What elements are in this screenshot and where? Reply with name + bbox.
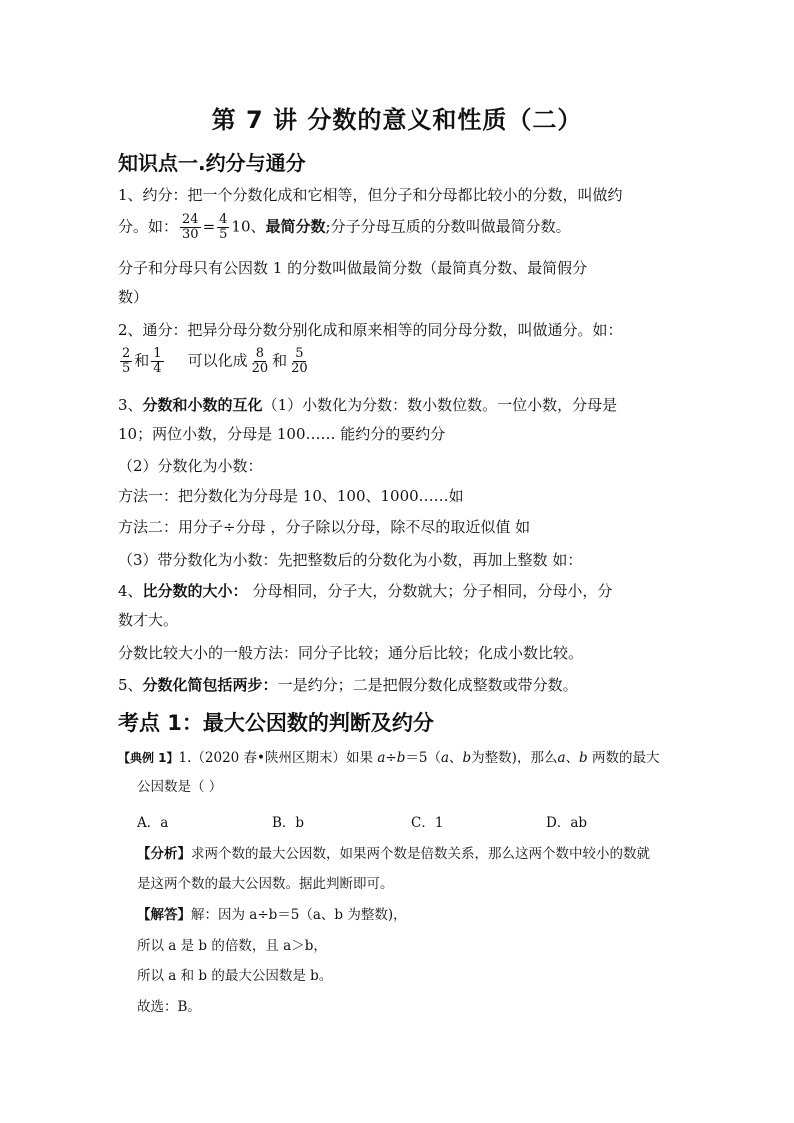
answer-line-1 bbox=[137, 906, 407, 924]
para-method-2: 方法二：用分子÷分母 ，分子除以分母，除不尽的取近似值 如 bbox=[118, 518, 531, 536]
denominator: 20 bbox=[291, 361, 308, 376]
text: 可以化成 bbox=[187, 351, 248, 370]
text: 和 bbox=[272, 351, 288, 370]
denominator: 30 bbox=[182, 227, 199, 242]
para-simplest-2: 数） bbox=[118, 288, 149, 306]
text: 1.（2020 春•陕州区期末）如果 bbox=[178, 750, 378, 766]
para-simplest-1: 分子和分母只有公因数 1 的分数叫做最简分数（最简真分数、最简假分 bbox=[118, 259, 588, 277]
analysis-tag: 【分析】 bbox=[137, 846, 191, 862]
var-b: b bbox=[396, 750, 406, 766]
example-tag: 【典例 1】 bbox=[118, 751, 179, 765]
example-question-line-1 bbox=[118, 749, 659, 767]
fraction-4-5 bbox=[217, 213, 229, 242]
text: 为整数)，那么 bbox=[471, 750, 558, 766]
answer-line-3: 所以 a 和 b 的最大公因数是 b。 bbox=[137, 968, 333, 984]
text: 3、 bbox=[118, 396, 143, 414]
text: 、 bbox=[565, 750, 580, 766]
lesson-title: 第 7 讲 分数的意义和性质（二） bbox=[211, 106, 583, 134]
text: 和 bbox=[134, 351, 150, 370]
para-conversion-2: 10；两位小数，分母是 100…… 能约分的要约分 bbox=[118, 425, 446, 443]
para-simplify bbox=[118, 675, 578, 695]
para-common-denominator: 2、通分：把异分母分数分别化成和原来相等的同分母分数，叫做通分。如： bbox=[118, 321, 623, 339]
numerator: 4 bbox=[219, 212, 228, 227]
text: （1）小数化为分数：数小数位数。一位小数，分母是 bbox=[262, 396, 618, 414]
answer-line-4: 故选：B。 bbox=[137, 999, 201, 1015]
var-a: a bbox=[557, 750, 566, 766]
section-heading-exam-point: 考点 1：最大公因数的判断及约分 bbox=[118, 711, 434, 735]
text: 两数的最大 bbox=[587, 750, 660, 766]
section-heading-knowledge: 知识点一.约分与通分 bbox=[118, 151, 306, 175]
choice-a: A．a bbox=[137, 815, 169, 831]
text: 解：因为 a÷b＝5（a、b 为整数)， bbox=[191, 907, 407, 923]
numerator: 2 bbox=[122, 346, 131, 361]
denominator: 4 bbox=[153, 361, 162, 376]
choice-b: B．b bbox=[272, 815, 305, 831]
bold-term: 比分数的大小： bbox=[142, 582, 248, 600]
var-a: a bbox=[440, 750, 450, 766]
denominator: 5 bbox=[122, 361, 131, 376]
numerator: 8 bbox=[255, 346, 264, 361]
bold-term: 分数和小数的互化 bbox=[142, 396, 263, 414]
var-b: b bbox=[579, 750, 588, 766]
para-compare-2: 数才大。 bbox=[118, 611, 179, 629]
denominator: 20 bbox=[251, 361, 269, 376]
para-compare-1 bbox=[118, 581, 612, 601]
para-reduce-2 bbox=[118, 213, 571, 242]
text: 4、 bbox=[118, 582, 143, 600]
text: 5、 bbox=[118, 676, 143, 694]
answer-line-2: 所以 a 是 b 的倍数，且 a＞b， bbox=[137, 938, 327, 954]
answer-tag: 【解答】 bbox=[137, 907, 191, 923]
para-common-example bbox=[118, 347, 312, 376]
choice-c: C．1 bbox=[411, 815, 444, 831]
fraction-8-20 bbox=[250, 347, 271, 376]
fraction-5-20 bbox=[289, 347, 310, 376]
numerator: 24 bbox=[182, 212, 199, 227]
text: ÷ bbox=[385, 750, 397, 766]
fraction-2-5 bbox=[120, 347, 132, 376]
para-fraction-to-decimal: （2）分数化为小数： bbox=[118, 457, 263, 475]
example-question-line-2: 公因数是（ ） bbox=[137, 779, 223, 795]
bold-term: 最简分数 bbox=[265, 217, 326, 236]
para-reduce-1: 1、约分：把一个分数化成和它相等，但分子和分母都比较小的分数，叫做约 bbox=[118, 186, 623, 204]
text: 10、 bbox=[231, 217, 266, 236]
fraction-1-4 bbox=[151, 347, 163, 376]
choice-d: D．ab bbox=[546, 815, 588, 831]
text: 一是约分；二是把假分数化成整数或带分数。 bbox=[277, 676, 578, 694]
text: 、 bbox=[449, 750, 463, 766]
text: 分。如： bbox=[118, 217, 179, 236]
var-b: b bbox=[462, 750, 472, 766]
text: 分母相同，分子大，分数就大；分子相同，分母小，分 bbox=[247, 582, 613, 600]
numerator: 5 bbox=[295, 346, 304, 361]
var-a: a bbox=[377, 750, 386, 766]
text: ;分子分母互质的分数叫做最简分数。 bbox=[325, 217, 571, 236]
numerator: 1 bbox=[153, 346, 162, 361]
analysis-line-2: 是这两个数的最大公因数。据此判断即可。 bbox=[137, 876, 394, 892]
fraction-24-30 bbox=[180, 213, 201, 242]
equals: = bbox=[202, 217, 216, 236]
analysis-line-1 bbox=[137, 845, 650, 863]
text: ＝5（ bbox=[405, 750, 441, 766]
para-compare-method: 分数比较大小的一般方法：同分子比较；通分后比较；化成小数比较。 bbox=[118, 644, 584, 662]
text: 求两个数的最大公因数，如果两个数是倍数关系，那么这两个数中较小的数就 bbox=[191, 846, 650, 862]
para-method-1: 方法一：把分数化为分母是 10、100、1000……如 bbox=[118, 487, 464, 505]
para-mixed-number: （3）带分数化为小数：先把整数后的分数化为小数，再加上整数 如： bbox=[118, 551, 583, 569]
denominator: 5 bbox=[219, 227, 228, 242]
para-conversion-1 bbox=[118, 395, 617, 415]
bold-term: 分数化简包括两步： bbox=[142, 676, 278, 694]
